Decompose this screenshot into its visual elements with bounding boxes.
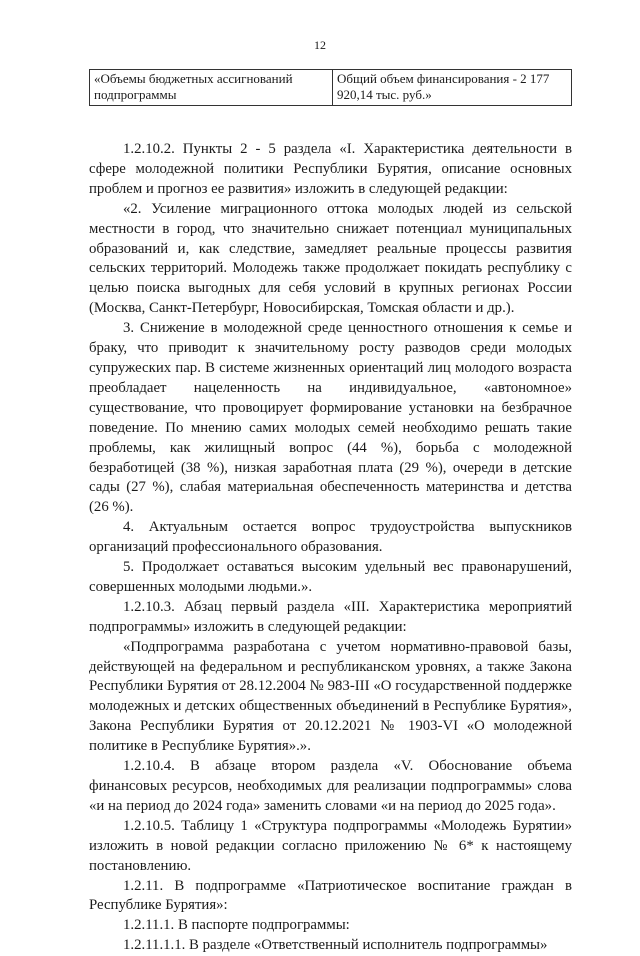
paragraph-item-2: «2. Усиление миграционного оттока молодых людей из сельской местности в город, что значительно снижает потенциал муниципальных образований и, как следствие, замедляет реальные процессы развития сельских территорий. Молодежь также продолжает покидать республику с целью поиска выгодных для себя условий в крупных регионах России (Москва, Санкт-Петербург, Новосибирская, Томская области и др.). bbox=[89, 200, 572, 317]
paragraph-item-5: 5. Продолжает оставаться высоким удельный вес правонарушений, совершенных молодыми людьми.». bbox=[89, 559, 572, 595]
paragraph-1-2-11: 1.2.11. В подпрограмме «Патриотическое воспитание граждан в Республике Бурятия»: bbox=[89, 877, 572, 914]
paragraph-item-3: 3. Снижение в молодежной среде ценностного отношения к семье и браку, что приводит к значительному росту разводов среди молодых супружеских пар. В системе жизненных ориентаций лиц молодого возраста преобладает нацеленность на индивидуальное, «автономное» существование, что провоцирует формирование установки на безбрачное поведение. По мнению самих молодых семей необходимо решать такие проблемы, как жилищный вопрос (44 %), борьба с молодежной безработицей (38 %), низкая заработная плата (29 %), очереди в детские сады (27 %), слабая материальная обеспеченность материнства и детства (26 %). bbox=[89, 320, 572, 516]
paragraph-quote-legal-basis: «Подпрограмма разработана с учетом нормативно-правовой базы, действующей на федеральном и республиканском уровнях, а также Закона Республики Бурятия от 28.12.2004 № 983-III «О государственной поддержке молодежных и детских общественных объединений в Республике Бурятия», Закона Республики Бурятия от 20.12.2021 № 1903-VI «О молодежной политике в Республике Бурятия».». bbox=[89, 638, 572, 755]
paragraph-1-2-10-2: 1.2.10.2. Пункты 2 - 5 раздела «I. Характеристика деятельности в сфере молодежной политики Республики Бурятия, описание основных проблем и прогноз ее развития» изложить в следующей редакции: bbox=[89, 141, 572, 197]
table-row bbox=[90, 70, 572, 106]
paragraph-item-4: 4. Актуальным остается вопрос трудоустройства выпускников организаций профессионального образования. bbox=[89, 519, 572, 556]
document-body bbox=[89, 140, 572, 956]
paragraph-1-2-11-1: 1.2.11.1. В паспорте подпрограммы: bbox=[123, 917, 350, 934]
budget-allocation-label: «Объемы бюджетных ассигнований подпрограммы bbox=[90, 70, 333, 106]
paragraph-1-2-10-3: 1.2.10.3. Абзац первый раздела «III. Характеристика мероприятий подпрограммы» изложить в следующей редакции: bbox=[89, 598, 572, 635]
paragraph-1-2-10-4: 1.2.10.4. В абзаце втором раздела «V. Обоснование объема финансовых ресурсов, необходимых для реализации подпрограммы» слова «и на период до 2024 года» заменить словами «и на период до 2025 года». bbox=[89, 758, 572, 814]
paragraph-1-2-11-1-1: 1.2.11.1.1. В разделе «Ответственный исполнитель подпрограммы» bbox=[123, 937, 548, 954]
budget-table bbox=[89, 69, 572, 106]
budget-allocation-value: Общий объем финансирования - 2 177 920,14 тыс. руб.» bbox=[333, 70, 572, 106]
paragraph-1-2-10-5: 1.2.10.5. Таблицу 1 «Структура подпрограммы «Молодежь Бурятии» изложить в новой редакции согласно приложению № 6* к настоящему постановлению. bbox=[89, 817, 572, 874]
page-number: 12 bbox=[314, 38, 326, 52]
